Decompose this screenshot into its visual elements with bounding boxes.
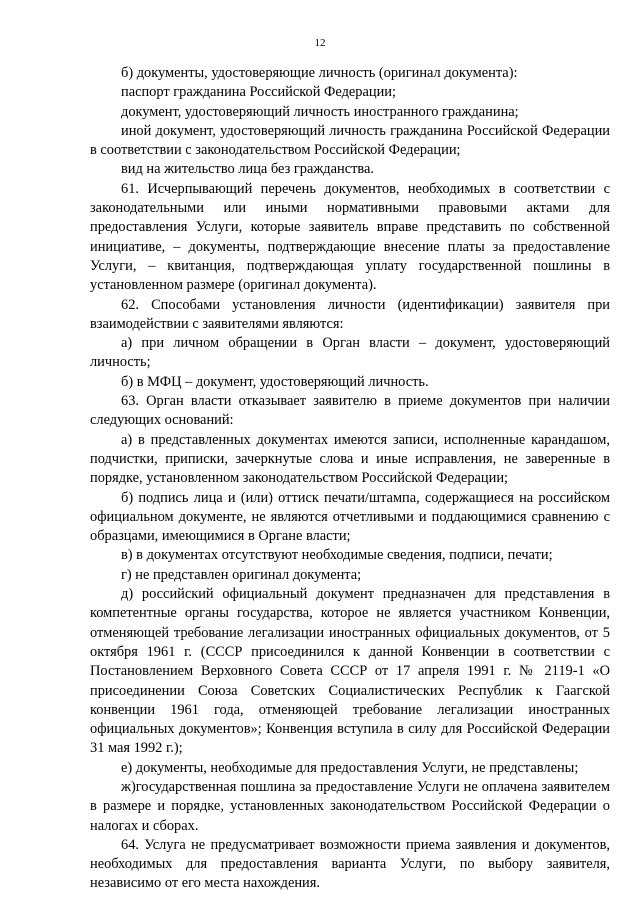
paragraph-63: 63. Орган власти отказывает заявителю в приеме документов при наличии следующих оснований: <box>90 393 610 429</box>
paragraph-63-e: е) документы, необходимые для предоставления Услуги, не представлены; <box>121 759 579 776</box>
paragraph-64: 64. Услуга не предусматривает возможности приема заявления и документов, необходимых для предоставления варианта Услуги, по выбору заявителя, независимо от его места нахождения. <box>90 836 610 892</box>
paragraph-residence-permit: вид на жительство лица без гражданства. <box>121 161 374 178</box>
paragraph-63-g: г) не представлен оригинал документа; <box>121 566 362 583</box>
page-number: 12 <box>314 37 326 49</box>
paragraph-63-a: а) в представленных документах имеются записи, исполненные карандашом, подчистки, приписки, зачеркнутые слова и иные исправления, не заверенные в порядке, установленном законодательством Российской Федерации; <box>90 431 610 487</box>
paragraph-foreign-id: документ, удостоверяющий личность иностранного гражданина; <box>121 103 519 120</box>
paragraph-63-d: д) российский официальный документ предназначен для представления в компетентные органы государства, которое не является участником Конвенции, отменяющей требование легализации иностранных официальных документов, от 5 октября 1961 г. (СССР присоединился к данной Конвенции в соответствии с Постановлением Верховного Совета СССР от 17 апреля 1991 г. № 2119-1 «О присоединении Союза Советских Социалистических Республик к Гаагской конвенции 1961 года, отменяющей требование легализации иностранных официальных документов»; Конвенция вступила в силу для Российской Федерации 31 мая 1992 г.); <box>90 586 610 757</box>
paragraph-62-b: б) в МФЦ – документ, удостоверяющий личность. <box>121 373 429 390</box>
paragraph-61: 61. Исчерпывающий перечень документов, необходимых в соответствии с законодательными или иными нормативными правовыми актами для предоставления Услуги, которые заявитель вправе представить по собственной инициативе, – документы, подтверждающие внесение платы за предоставление Услуги, – квитанция, подтверждающая уплату государственной пошлины в установленном размере (оригинал документа). <box>90 180 610 294</box>
document-body <box>90 64 610 894</box>
paragraph-62: 62. Способами установления личности (идентификации) заявителя при взаимодействии с заявителями являются: <box>90 296 610 332</box>
paragraph-63-zh: ж)государственная пошлина за предоставление Услуги не оплачена заявителем в размере и порядке, установленных законодательством Российской Федерации о налогах и сборах. <box>90 778 610 834</box>
paragraph-63-v: в) в документах отсутствуют необходимые сведения, подписи, печати; <box>121 547 553 564</box>
paragraph-passport: паспорт гражданина Российской Федерации; <box>121 84 396 101</box>
paragraph-identity-documents: б) документы, удостоверяющие личность (оригинал документа): <box>121 65 518 81</box>
paragraph-other-document: иной документ, удостоверяющий личность гражданина Российской Федерации в соответствии с законодательством Российской Федерации; <box>90 122 610 159</box>
paragraph-62-a: а) при личном обращении в Орган власти – документ, удостоверяющий личность; <box>90 335 610 371</box>
paragraph-63-b: б) подпись лица и (или) оттиск печати/штампа, содержащиеся на российском официальном документе, не являются отчетливыми и поддающимися сравнению с образцами, имеющимися в Органе власти; <box>90 489 610 545</box>
